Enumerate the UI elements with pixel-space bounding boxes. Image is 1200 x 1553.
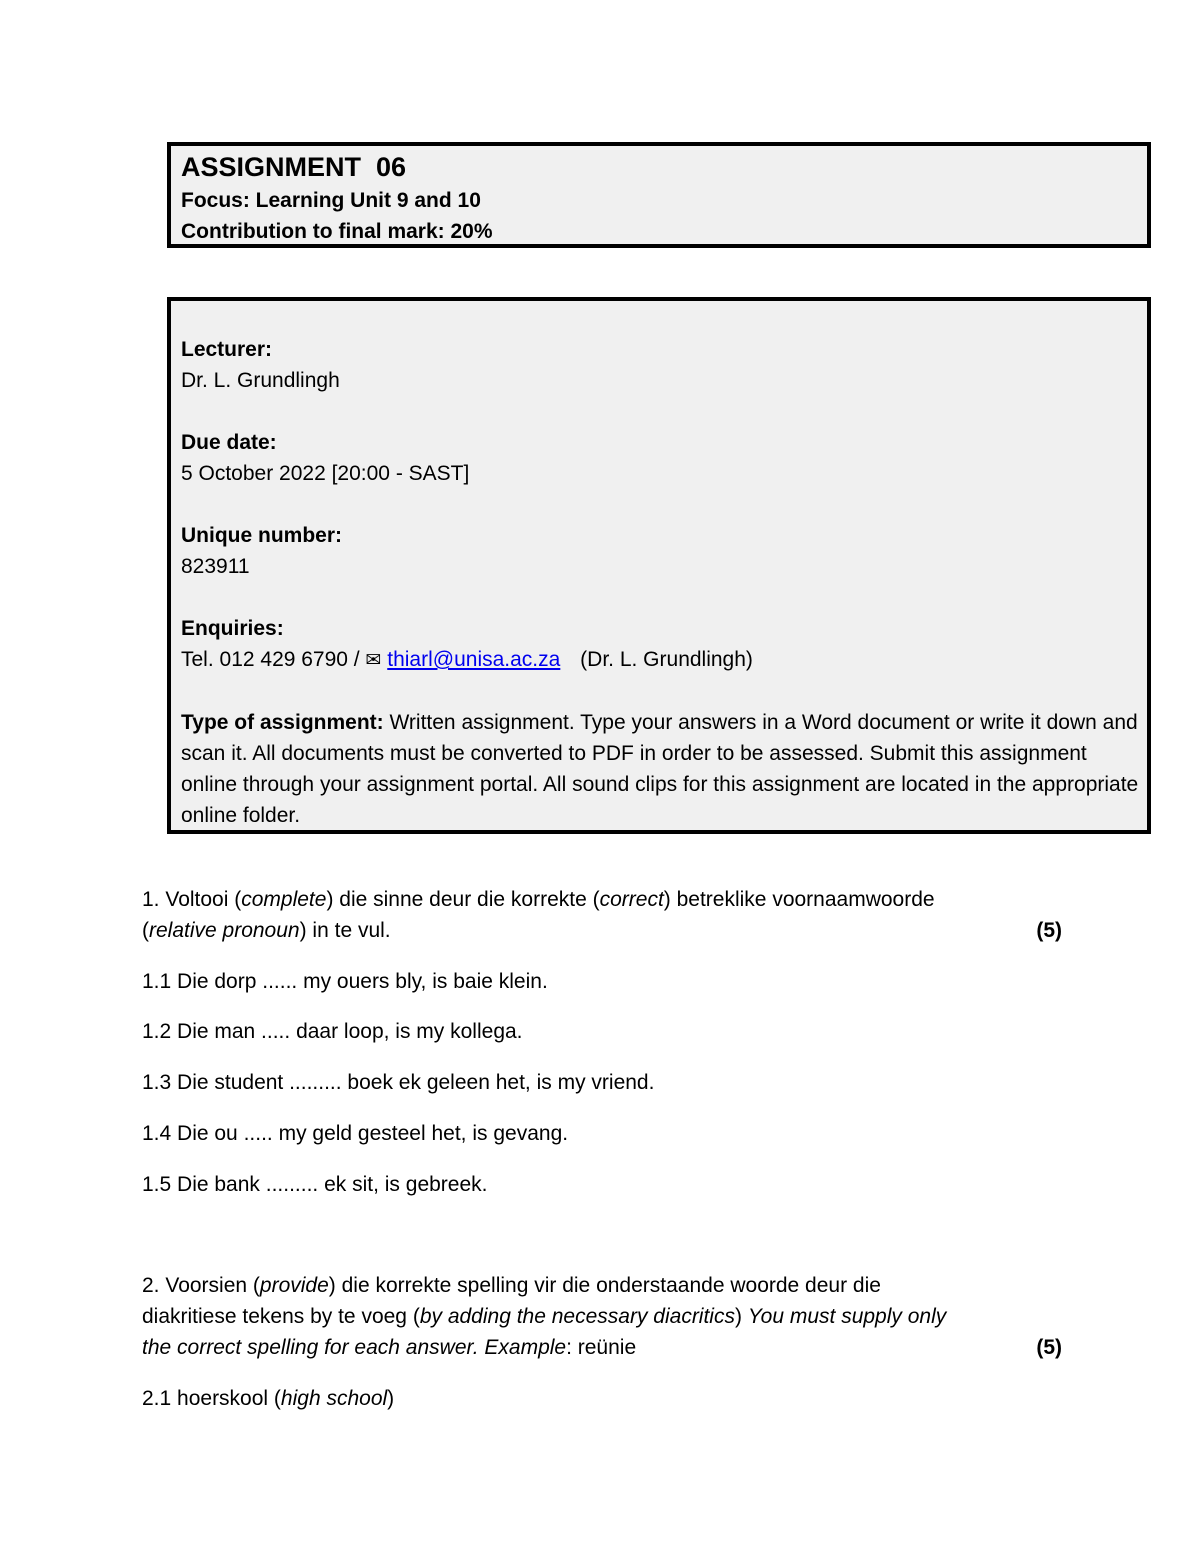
question-1 <box>142 884 1062 946</box>
question-2-line-1: 2. Voorsien (provide) die korrekte spelling vir die onderstaande woorde deur die <box>142 1274 881 1297</box>
question-1-marks: (5) <box>1036 919 1062 942</box>
question-2-item-1: 2.1 hoerskool (high school) <box>142 1387 395 1410</box>
due-date-value: 5 October 2022 [20:00 - SAST] <box>181 462 470 485</box>
assignment-type-text: Written assignment. Type your answers in a Word document or write it down and scan it. All documents must be converted to PDF in order to be assessed. Submit this assignment online through your assignment portal. All sound clips for this assignment are located in the appropriate online folder. <box>181 711 1139 827</box>
mail-icon: ✉ <box>365 649 382 671</box>
email-link[interactable]: thiarl@unisa.ac.za <box>387 648 561 671</box>
assignment-contribution: Contribution to final mark: 20% <box>181 220 493 243</box>
question-2-line-2: diakritiese tekens by te voeg (by adding the necessary diacritics) You must supply only <box>142 1305 947 1328</box>
assignment-type-label: Type of assignment: <box>181 711 384 734</box>
contact-name: (Dr. L. Grundlingh) <box>580 648 753 671</box>
enquiries-label: Enquiries: <box>181 617 284 640</box>
question-2 <box>142 1270 1062 1363</box>
question-1-item-5: 1.5 Die bank ......... ek sit, is gebreek. <box>142 1173 488 1196</box>
question-2-marks: (5) <box>1036 1336 1062 1359</box>
assignment-focus: Focus: Learning Unit 9 and 10 <box>181 189 481 212</box>
question-2-line-3: the correct spelling for each answer. Example: reünie (5) <box>142 1332 1062 1363</box>
assignment-type <box>181 707 1141 831</box>
lecturer-value: Dr. L. Grundlingh <box>181 369 340 392</box>
due-date-label: Due date: <box>181 431 277 454</box>
question-1-item-4: 1.4 Die ou ..... my geld gesteel het, is gevang. <box>142 1122 569 1145</box>
question-1-line-1: 1. Voltooi (complete) die sinne deur die korrekte (correct) betreklike voornaamwoorde <box>142 888 935 911</box>
question-1-item-3: 1.3 Die student ......... boek ek geleen het, is my vriend. <box>142 1071 655 1094</box>
telephone-text: Tel. 012 429 6790 / <box>181 648 366 671</box>
assignment-info-box <box>167 297 1151 834</box>
lecturer-label: Lecturer: <box>181 338 273 361</box>
unique-number-value: 823911 <box>181 555 250 578</box>
assignment-header-box <box>167 142 1151 248</box>
question-1-item-2: 1.2 Die man ..... daar loop, is my kollega. <box>142 1020 523 1043</box>
unique-number-label: Unique number: <box>181 524 342 547</box>
enquiries-line <box>181 644 1141 676</box>
assignment-title: ASSIGNMENT 06 <box>181 152 407 182</box>
question-1-line-2: (relative pronoun) in te vul. (5) <box>142 915 1062 946</box>
question-1-item-1: 1.1 Die dorp ...... my ouers bly, is baie klein. <box>142 970 548 993</box>
